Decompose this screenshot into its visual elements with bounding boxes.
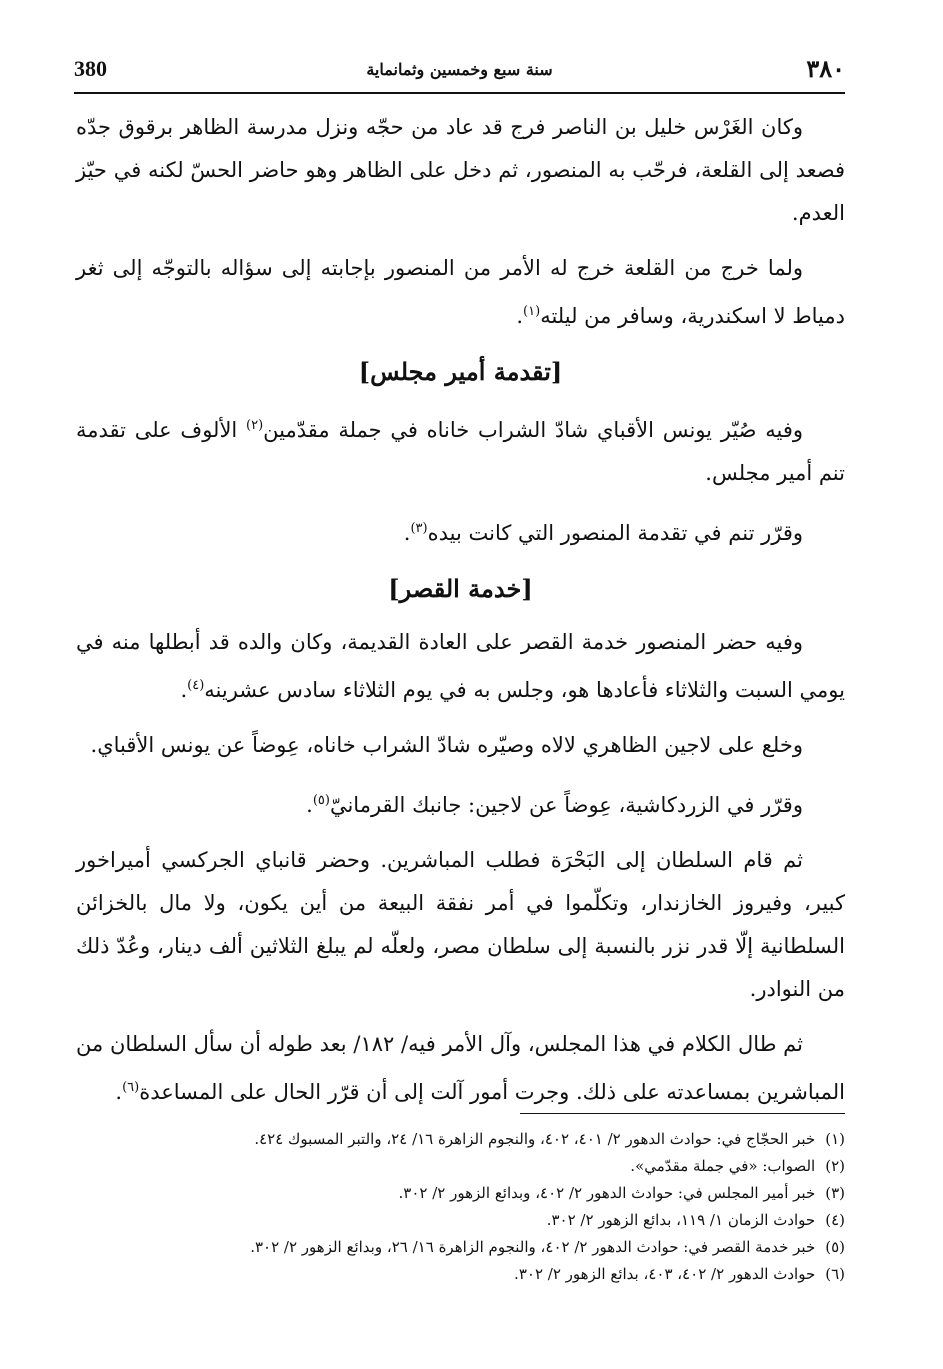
paragraph-5-end: . [180, 678, 188, 702]
paragraph-7 [76, 779, 845, 827]
paragraph-6 [76, 724, 845, 767]
footnote-ref-6: (٦) [122, 1080, 140, 1095]
footnote-text: خبر الحجّاج في: حوادث الدهور ٢/ ٤٠١، ٤٠٢، والنجوم الزاهرة ١٦/ ٢٤، والتبر المسبوك ٤٢٤. [254, 1130, 816, 1148]
paragraph-5-text: وفيه حضر المنصور خدمة القصر على العادة القديمة، وكان والده قد أبطلها منه في يومي السبت والثلاثاء فأعادها هو، وجلس به في يوم الثلاثاء سادس عشرينه [76, 630, 845, 702]
paragraph-5 [76, 621, 845, 712]
page-header [74, 52, 845, 94]
footnote-ref-3: (٣) [410, 521, 428, 536]
footnote-item [86, 1234, 845, 1261]
footnote-item [86, 1261, 845, 1288]
page-number-latin: 380 [74, 56, 107, 81]
footnote-number: (٣) [825, 1184, 845, 1202]
main-text [76, 106, 845, 1126]
footnote-ref-2: (٢) [246, 418, 264, 433]
footnote-text: الصواب: «في جملة مقدّمي». [630, 1157, 816, 1175]
footnote-number: (٤) [825, 1211, 845, 1229]
paragraph-4 [76, 507, 845, 555]
paragraph-1 [76, 106, 845, 235]
footnotes [86, 1126, 845, 1288]
footnote-ref-1: (١) [523, 304, 541, 319]
paragraph-7-end: . [306, 793, 313, 817]
footnote-text: حوادث الدهور ٢/ ٤٠٢، ٤٠٣، بدائع الزهور ٢/ ٣٠٢. [514, 1265, 816, 1283]
footnote-number: (٢) [825, 1157, 845, 1175]
paragraph-9-text: ثم طال الكلام في هذا المجلس، وآل الأمر فيه/ ١٨٢/ بعد طوله أن سأل السلطان من المباشرين بمساعدته على ذلك. وجرت أمور آلت إلى أن قرّر الحال على المساعدة [76, 1032, 845, 1104]
footnote-number: (٦) [825, 1265, 845, 1283]
running-title: سنة سبع وخمسين وثمانماية [366, 60, 553, 79]
paragraph-8-text: ثم قام السلطان إلى البَحْرَة فطلب المباشرين. وحضر قانباي الجركسي أميراخور كبير، وفيروز الخازندار، وتكلّموا في أمر نفقة البيعة من أين يكون، ولا مال بالخزائن السلطانية إلّا قدر نزر بالنسبة إلى سلطان مصر، ولعلّه لم يبلغ الثلاثين ألف دينار، وعُدّ ذلك من النوادر. [76, 848, 845, 1001]
paragraph-6-text: وخلع على لاجين الظاهري لالاه وصيّره شادّ الشراب خاناه، عِوضاً عن يونس الأقباي. [90, 733, 803, 757]
footnote-ref-5: (٥) [312, 793, 330, 808]
footnote-item [86, 1126, 845, 1153]
paragraph-4-end: . [403, 521, 411, 545]
footnote-item [86, 1180, 845, 1207]
footnote-item [86, 1207, 845, 1234]
footnote-text: خبر أمير المجلس في: حوادث الدهور ٢/ ٤٠٢، وبدائع الزهور ٢/ ٣٠٢. [398, 1184, 816, 1202]
paragraph-9 [76, 1023, 845, 1114]
paragraph-3 [76, 404, 845, 495]
paragraph-4-text: وقرّر تنم في تقدمة المنصور التي كانت بيده [427, 521, 803, 545]
paragraph-1-text: وكان الغَرْس خليل بن الناصر فرج قد عاد من حجّه ونزل مدرسة الظاهر برقوق جدّه فصعد إلى القلعة، فرحّب به المنصور، ثم دخل على الظاهر وهو حاضر الحسّ لكنه في حيّز العدم. [76, 115, 845, 225]
paragraph-2 [76, 247, 845, 338]
paragraph-8 [76, 839, 845, 1011]
section-heading-khidmat-al-qasr: [خدمة القصر] [388, 574, 533, 603]
paragraph-2-text: ولما خرج من القلعة خرج له الأمر من المنصور بإجابته إلى سؤاله بالتوجّه إلى ثغر دمياط لا اسكندرية، وسافر من ليلته [76, 256, 845, 328]
footnote-divider [520, 1113, 845, 1114]
paragraph-3-text-b: الألوف على تقدمة تنم أمير مجلس. [76, 418, 845, 485]
paragraph-9-end: . [115, 1080, 123, 1104]
page-number-arabic: ٣٨٠ [806, 54, 845, 83]
footnote-item [86, 1153, 845, 1180]
section-heading-amir-majlis: [تقدمة أمير مجلس] [358, 357, 563, 386]
paragraph-2-end: . [516, 304, 524, 328]
footnote-ref-4: (٤) [187, 678, 205, 693]
paragraph-7-text: وقرّر في الزردكاشية، عِوضاً عن لاجين: جانبك القرمانيّ [329, 793, 803, 817]
footnote-text: حوادث الزمان ١/ ١١٩، بدائع الزهور ٢/ ٣٠٢. [546, 1211, 816, 1229]
footnote-number: (٥) [825, 1238, 845, 1256]
paragraph-3-text-a: وفيه صُيّر يونس الأقباي شادّ الشراب خاناه في جملة مقدّمين [263, 418, 803, 442]
footnote-number: (١) [825, 1130, 845, 1148]
footnote-text: خبر خدمة القصر في: حوادث الدهور ٢/ ٤٠٢، والنجوم الزاهرة ١٦/ ٢٦، وبدائع الزهور ٢/ ٣٠٢. [250, 1238, 816, 1256]
